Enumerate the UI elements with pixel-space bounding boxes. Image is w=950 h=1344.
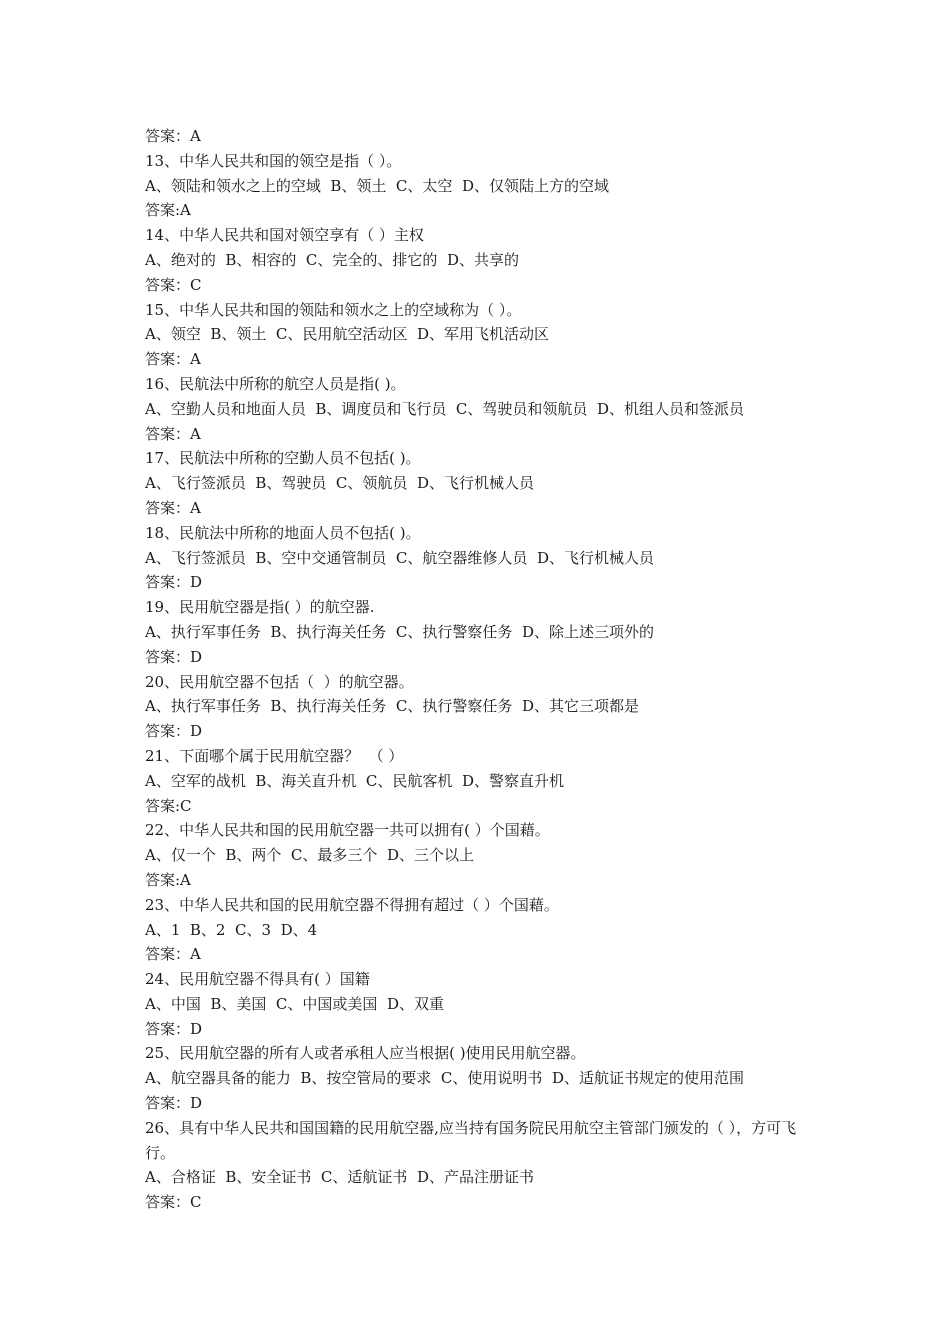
question-line: 14、中华人民共和国对领空享有（ ）主权: [145, 226, 424, 245]
options-line: A、空军的战机 B、海关直升机 C、民航客机 D、警察直升机: [145, 771, 564, 790]
question-line: 16、民航法中所称的航空人员是指( )。: [145, 374, 406, 393]
answer-line: 答案：D: [145, 1019, 203, 1038]
answer-line: 答案：A: [145, 127, 201, 145]
answer-line: 答案：D: [145, 573, 203, 592]
answer-line: 答案：A: [145, 424, 201, 443]
options-line: A、飞行签派员 B、驾驶员 C、领航员 D、飞行机械人员: [145, 474, 534, 493]
document-body: [145, 124, 825, 1215]
options-line: A、中国 B、美国 C、中国或美国 D、双重: [145, 994, 444, 1013]
options-line: A、执行军事任务 B、执行海关任务 C、执行警察任务 D、其它三项都是: [145, 697, 639, 716]
options-line: A、绝对的 B、相容的 C、完全的、排它的 D、共享的: [145, 250, 519, 269]
question-line: 15、中华人民共和国的领陆和领水之上的空域称为（ ）。: [145, 300, 522, 319]
options-line: A、领空 B、领土 C、民用航空活动区 D、军用飞机活动区: [145, 325, 549, 344]
question-line: 17、民航法中所称的空勤人员不包括( )。: [145, 449, 421, 468]
options-line: A、空勤人员和地面人员 B、调度员和飞行员 C、驾驶员和领航员 D、机组人员和签派员: [145, 399, 744, 418]
answer-line: 答案:A: [145, 870, 191, 889]
options-line: A、航空器具备的能力 B、按空管局的要求 C、使用说明书 D、适航证书规定的使用范围: [145, 1069, 744, 1088]
question-line: 25、民用航空器的所有人或者承租人应当根据( )使用民用航空器。: [145, 1044, 586, 1063]
question-line: 18、民航法中所称的地面人员不包括( )。: [145, 523, 421, 542]
options-line: A、仅一个 B、两个 C、最多三个 D、三个以上: [145, 846, 474, 865]
answer-line: 答案：A: [145, 350, 201, 369]
answer-line: 答案:A: [145, 201, 191, 220]
answer-line: 答案：C: [145, 275, 202, 294]
question-line: 22、中华人民共和国的民用航空器一共可以拥有( ）个国藉。: [145, 821, 550, 840]
answer-line: 答案：D: [145, 722, 203, 741]
answer-line: 答案：D: [145, 647, 203, 666]
answer-line: 答案：A: [145, 498, 201, 517]
options-line: A、执行军事任务 B、执行海关任务 C、执行警察任务 D、除上述三项外的: [145, 622, 654, 641]
answer-line: 答案：C: [145, 1193, 202, 1212]
options-line: A、领陆和领水之上的空域 B、领土 C、太空 D、仅领陆上方的空域: [145, 176, 609, 195]
question-line: 19、民用航空器是指( ）的航空器.: [145, 598, 375, 617]
options-line: A、飞行签派员 B、空中交通管制员 C、航空器维修人员 D、飞行机械人员: [145, 548, 654, 567]
question-line: 21、下面哪个属于民用航空器？ （ ）: [145, 746, 404, 765]
question-line: 20、民用航空器不包括（ ）的航空器。: [145, 672, 414, 691]
answer-line: 答案：A: [145, 945, 201, 964]
question-line: 24、民用航空器不得具有( ）国籍: [145, 970, 370, 989]
options-line: A、合格证 B、安全证书 C、适航证书 D、产品注册证书: [145, 1168, 534, 1187]
question-line: 23、中华人民共和国的民用航空器不得拥有超过（ ）个国藉。: [145, 895, 559, 914]
options-line: A、1 B、2 C、3 D、4: [145, 920, 318, 939]
answer-line: 答案:C: [145, 796, 192, 815]
answer-line: 答案：D: [145, 1094, 203, 1113]
question-line: 26、具有中华人民共和国国籍的民用航空器,应当持有国务院民用航空主管部门颁发的（ ），方可飞行。: [145, 1118, 797, 1162]
question-line: 13、中华人民共和国的领空是指（ ）。: [145, 151, 402, 170]
